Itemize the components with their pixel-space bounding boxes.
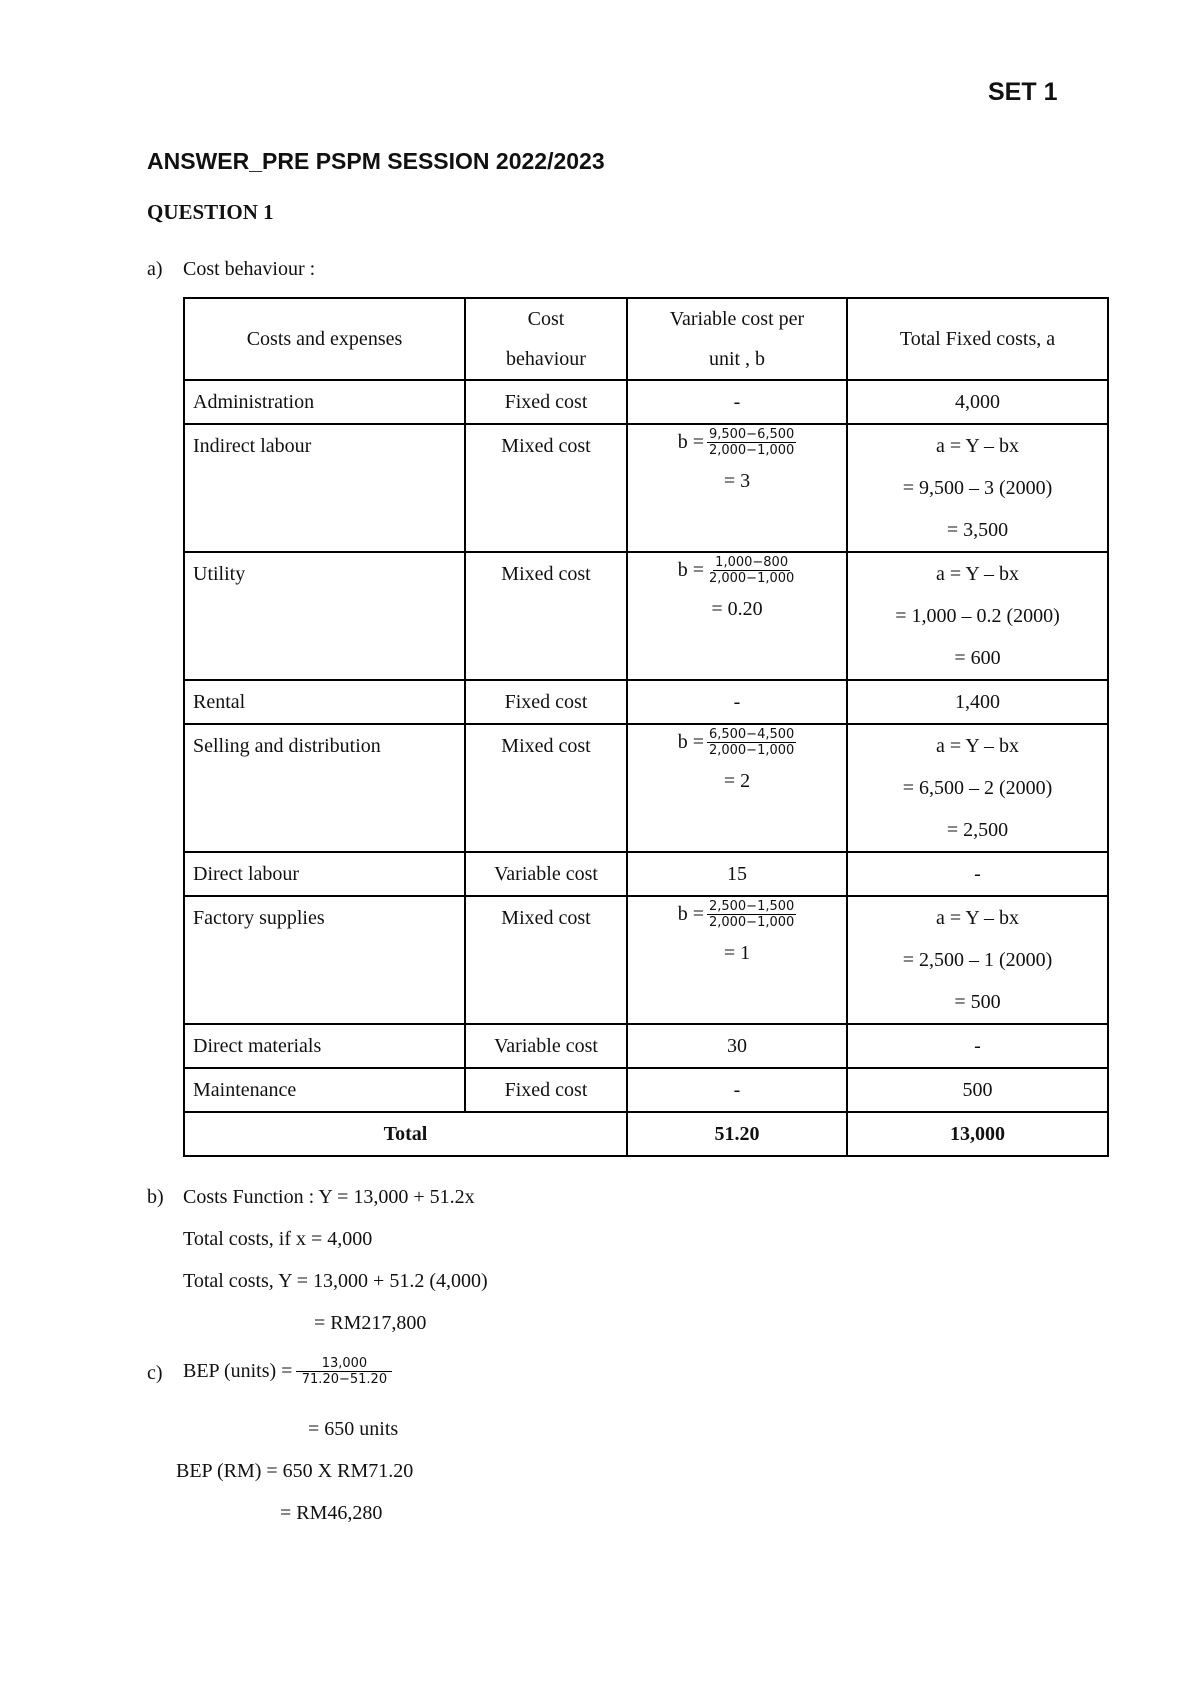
a-substitution: = 1,000 – 0.2 (2000)	[895, 605, 1060, 627]
header-cost-behaviour-line2: behaviour	[506, 348, 586, 370]
row-variable-cost: 15	[627, 852, 847, 896]
table-header-row	[184, 298, 1108, 380]
header-costs-expenses: Costs and expenses	[184, 298, 465, 380]
bep-units-fraction	[296, 1356, 392, 1387]
b-formula	[636, 899, 838, 930]
a-formula: a = Y – bx	[935, 907, 1020, 929]
table-row	[184, 852, 1108, 896]
bep-units-numerator: 13,000	[296, 1356, 392, 1372]
a-result: = 2,500	[946, 819, 1009, 841]
b-numerator: 9,500−6,500	[708, 427, 795, 442]
b-fraction	[707, 427, 796, 458]
row-fixed-cost: 500	[847, 1068, 1108, 1112]
bep-rm-formula: BEP (RM) = 650 X RM71.20	[176, 1460, 414, 1482]
table-total-row	[184, 1112, 1108, 1156]
row-behaviour: Mixed cost	[465, 896, 627, 1024]
b-formula	[636, 727, 838, 758]
part-a-label: a)	[147, 258, 163, 280]
header-cost-behaviour-line1: Cost	[527, 308, 565, 330]
table-row	[184, 1068, 1108, 1112]
row-name: Indirect labour	[184, 424, 465, 552]
b-fraction	[707, 899, 796, 930]
bep-units-prefix: BEP (units) =	[183, 1360, 293, 1382]
row-variable-cost: -	[627, 1068, 847, 1112]
row-behaviour: Mixed cost	[465, 424, 627, 552]
a-substitution: = 6,500 – 2 (2000)	[902, 777, 1053, 799]
row-variable-cost	[627, 724, 847, 852]
b-denominator: 2,000−1,000	[708, 915, 795, 930]
b-denominator: 2,000−1,000	[708, 743, 795, 758]
row-behaviour: Fixed cost	[465, 380, 627, 424]
b-prefix: b =	[677, 559, 704, 581]
row-fixed-cost	[847, 552, 1108, 680]
b-prefix: b =	[677, 431, 704, 453]
b-prefix: b =	[677, 903, 704, 925]
b-denominator: 2,000−1,000	[708, 571, 795, 586]
a-formula: a = Y – bx	[935, 435, 1020, 457]
a-substitution: = 2,500 – 1 (2000)	[902, 949, 1053, 971]
bep-units-denominator: 71.20−51.20	[301, 1372, 388, 1387]
a-substitution: = 9,500 – 3 (2000)	[902, 477, 1053, 499]
row-fixed-cost	[847, 424, 1108, 552]
row-behaviour: Fixed cost	[465, 680, 627, 724]
header-cost-behaviour	[465, 298, 627, 380]
row-variable-cost	[627, 552, 847, 680]
part-a-text: Cost behaviour :	[183, 258, 316, 280]
header-variable-cost	[627, 298, 847, 380]
row-behaviour: Variable cost	[465, 852, 627, 896]
a-formula: a = Y – bx	[935, 563, 1020, 585]
row-behaviour: Variable cost	[465, 1024, 627, 1068]
total-costs-calculation: Total costs, Y = 13,000 + 51.2 (4,000)	[183, 1270, 488, 1292]
row-fixed-cost: 1,400	[847, 680, 1108, 724]
cost-function: Costs Function : Y = 13,000 + 51.2x	[183, 1186, 475, 1208]
header-variable-cost-line1: Variable cost per	[669, 308, 805, 330]
row-behaviour: Mixed cost	[465, 724, 627, 852]
row-behaviour: Fixed cost	[465, 1068, 627, 1112]
row-fixed-cost	[847, 724, 1108, 852]
total-costs-condition: Total costs, if x = 4,000	[183, 1228, 373, 1250]
document-title: ANSWER_PRE PSPM SESSION 2022/2023	[147, 148, 605, 174]
row-name: Factory supplies	[184, 896, 465, 1024]
set-label: SET 1	[988, 78, 1058, 106]
table-row	[184, 552, 1108, 680]
row-name: Administration	[184, 380, 465, 424]
row-variable-cost	[627, 424, 847, 552]
header-fixed-costs: Total Fixed costs, a	[847, 298, 1108, 380]
b-result: = 0.20	[711, 598, 763, 620]
b-fraction	[707, 727, 796, 758]
row-name: Maintenance	[184, 1068, 465, 1112]
table-row	[184, 680, 1108, 724]
b-result: = 1	[723, 942, 751, 964]
b-denominator: 2,000−1,000	[708, 443, 795, 458]
cost-behaviour-table	[183, 297, 1109, 1157]
table-row	[184, 724, 1108, 852]
bep-units-formula	[183, 1356, 392, 1387]
bep-rm-result: = RM46,280	[280, 1502, 383, 1524]
row-variable-cost: -	[627, 680, 847, 724]
row-fixed-cost: 4,000	[847, 380, 1108, 424]
b-numerator: 2,500−1,500	[708, 899, 795, 914]
b-formula	[636, 555, 838, 586]
b-result: = 2	[723, 770, 751, 792]
table-row	[184, 424, 1108, 552]
b-result: = 3	[723, 470, 751, 492]
part-c-label: c)	[147, 1362, 163, 1384]
row-fixed-cost: -	[847, 852, 1108, 896]
row-name: Utility	[184, 552, 465, 680]
a-result: = 600	[954, 647, 1001, 669]
row-behaviour: Mixed cost	[465, 552, 627, 680]
row-variable-cost: -	[627, 380, 847, 424]
table-row	[184, 1024, 1108, 1068]
row-variable-cost: 30	[627, 1024, 847, 1068]
b-prefix: b =	[677, 731, 704, 753]
question-heading: QUESTION 1	[147, 200, 274, 224]
a-result: = 3,500	[946, 519, 1009, 541]
b-formula	[636, 427, 838, 458]
row-name: Direct labour	[184, 852, 465, 896]
row-fixed-cost: -	[847, 1024, 1108, 1068]
b-fraction	[707, 555, 796, 586]
total-costs-result: = RM217,800	[314, 1312, 427, 1334]
row-variable-cost	[627, 896, 847, 1024]
row-name: Direct materials	[184, 1024, 465, 1068]
table-row	[184, 896, 1108, 1024]
bep-units-result: = 650 units	[308, 1418, 399, 1440]
row-name: Selling and distribution	[184, 724, 465, 852]
total-label: Total	[184, 1112, 627, 1156]
a-result: = 500	[954, 991, 1001, 1013]
total-fixed-cost: 13,000	[847, 1112, 1108, 1156]
row-fixed-cost	[847, 896, 1108, 1024]
b-numerator: 1,000−800	[715, 555, 789, 570]
a-formula: a = Y – bx	[935, 735, 1020, 757]
header-variable-cost-line2: unit , b	[708, 348, 766, 370]
part-b-label: b)	[147, 1186, 164, 1208]
b-numerator: 6,500−4,500	[708, 727, 795, 742]
row-name: Rental	[184, 680, 465, 724]
table-row	[184, 380, 1108, 424]
total-variable-cost: 51.20	[627, 1112, 847, 1156]
